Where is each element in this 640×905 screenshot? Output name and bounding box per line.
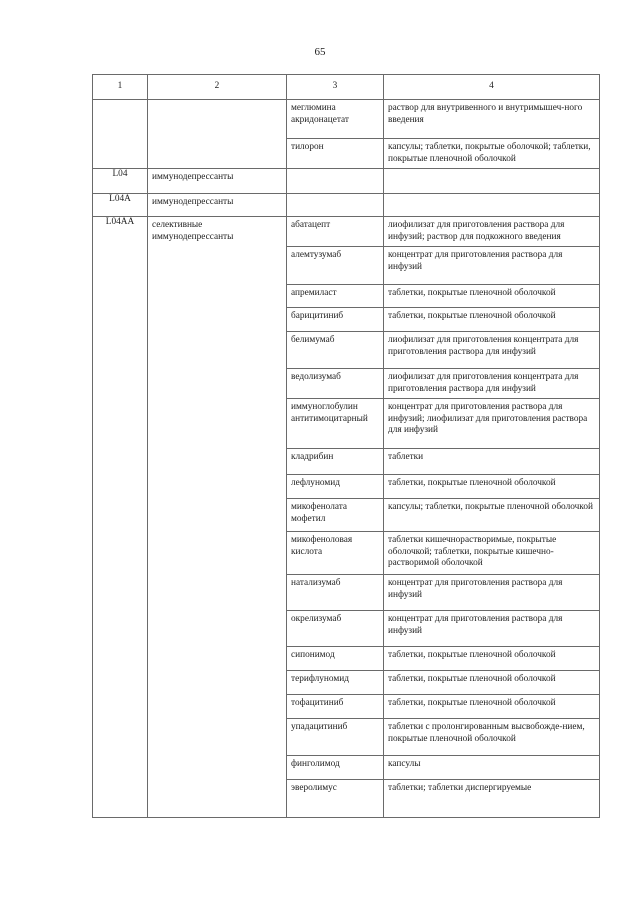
- drug-name-cell: [287, 169, 384, 194]
- table-row: [93, 100, 600, 139]
- dosage-form-cell: таблетки с пролонгированным высвобожде-нием, покрытые пленочной оболочкой: [384, 719, 600, 756]
- table-row: [93, 217, 600, 247]
- table-row: [93, 194, 600, 217]
- atc-code-cell: L04: [93, 169, 148, 194]
- page-number: 65: [314, 46, 326, 58]
- dosage-form-cell: таблетки, покрытые пленочной оболочкой: [384, 671, 600, 695]
- dosage-form-cell: концентрат для приготовления раствора для инфузий: [384, 611, 600, 647]
- drug-name-cell: абатацепт: [287, 217, 384, 247]
- dosage-form-cell: таблетки, покрытые пленочной оболочкой: [384, 475, 600, 499]
- dosage-form-cell: капсулы; таблетки, покрытые оболочкой; таблетки, покрытые пленочной оболочкой: [384, 139, 600, 169]
- drug-name-cell: упадацитиниб: [287, 719, 384, 756]
- drug-name-cell: меглюмина акридонацетат: [287, 100, 384, 139]
- drug-name-cell: тилорон: [287, 139, 384, 169]
- drug-table: [92, 74, 600, 818]
- drug-name-cell: эверолимус: [287, 780, 384, 818]
- column-header-3: 3: [287, 75, 384, 100]
- dosage-form-cell: лиофилизат для приготовления концентрата для приготовления раствора для инфузий: [384, 332, 600, 369]
- table-row: [93, 169, 600, 194]
- drug-name-cell: апремиласт: [287, 285, 384, 308]
- dosage-form-cell: таблетки кишечнорастворимые, покрытые оболочкой; таблетки, покрытые кишечно-растворимой оболочкой: [384, 532, 600, 575]
- drug-name-cell: терифлуномид: [287, 671, 384, 695]
- atc-code-cell: L04A: [93, 194, 148, 217]
- anatomical-group-cell: иммунодепрессанты: [148, 194, 287, 217]
- drug-name-cell: кладрибин: [287, 449, 384, 475]
- anatomical-group-cell: селективные иммунодепрессанты: [148, 217, 287, 818]
- dosage-form-cell: лиофилизат для приготовления раствора для инфузий; раствор для подкожного введения: [384, 217, 600, 247]
- drug-name-cell: иммуноглобулин антитимоцитарный: [287, 399, 384, 449]
- dosage-form-cell: концентрат для приготовления раствора для инфузий: [384, 575, 600, 611]
- dosage-form-cell: таблетки, покрытые пленочной оболочкой: [384, 285, 600, 308]
- drug-name-cell: финголимод: [287, 756, 384, 780]
- anatomical-group-cell: [148, 100, 287, 169]
- dosage-form-cell: [384, 169, 600, 194]
- drug-name-cell: лефлуномид: [287, 475, 384, 499]
- column-header-1: 1: [93, 75, 148, 100]
- dosage-form-cell: таблетки, покрытые пленочной оболочкой: [384, 308, 600, 332]
- drug-name-cell: ведолизумаб: [287, 369, 384, 399]
- dosage-form-cell: [384, 194, 600, 217]
- drug-name-cell: окрелизумаб: [287, 611, 384, 647]
- dosage-form-cell: раствор для внутривенного и внутримышеч-ного введения: [384, 100, 600, 139]
- atc-code-cell: L04AA: [93, 217, 148, 818]
- drug-name-cell: микофеноловая кислота: [287, 532, 384, 575]
- dosage-form-cell: концентрат для приготовления раствора для инфузий: [384, 247, 600, 285]
- dosage-form-cell: таблетки: [384, 449, 600, 475]
- table-header-row: [93, 75, 600, 100]
- dosage-form-cell: таблетки; таблетки диспергируемые: [384, 780, 600, 818]
- drug-name-cell: тофацитиниб: [287, 695, 384, 719]
- dosage-form-cell: таблетки, покрытые пленочной оболочкой: [384, 647, 600, 671]
- drug-name-cell: алемтузумаб: [287, 247, 384, 285]
- drug-name-cell: [287, 194, 384, 217]
- atc-code-cell: [93, 100, 148, 169]
- column-header-2: 2: [148, 75, 287, 100]
- drug-name-cell: белимумаб: [287, 332, 384, 369]
- drug-name-cell: сипонимод: [287, 647, 384, 671]
- drug-name-cell: натализумаб: [287, 575, 384, 611]
- dosage-form-cell: капсулы; таблетки, покрытые пленочной оболочкой: [384, 499, 600, 532]
- column-header-4: 4: [384, 75, 600, 100]
- dosage-form-cell: капсулы: [384, 756, 600, 780]
- drug-name-cell: барицитиниб: [287, 308, 384, 332]
- drug-name-cell: микофенолата мофетил: [287, 499, 384, 532]
- dosage-form-cell: лиофилизат для приготовления концентрата для приготовления раствора для инфузий: [384, 369, 600, 399]
- dosage-form-cell: концентрат для приготовления раствора для инфузий; лиофилизат для приготовления раствора для инфузий: [384, 399, 600, 449]
- anatomical-group-cell: иммунодепрессанты: [148, 169, 287, 194]
- dosage-form-cell: таблетки, покрытые пленочной оболочкой: [384, 695, 600, 719]
